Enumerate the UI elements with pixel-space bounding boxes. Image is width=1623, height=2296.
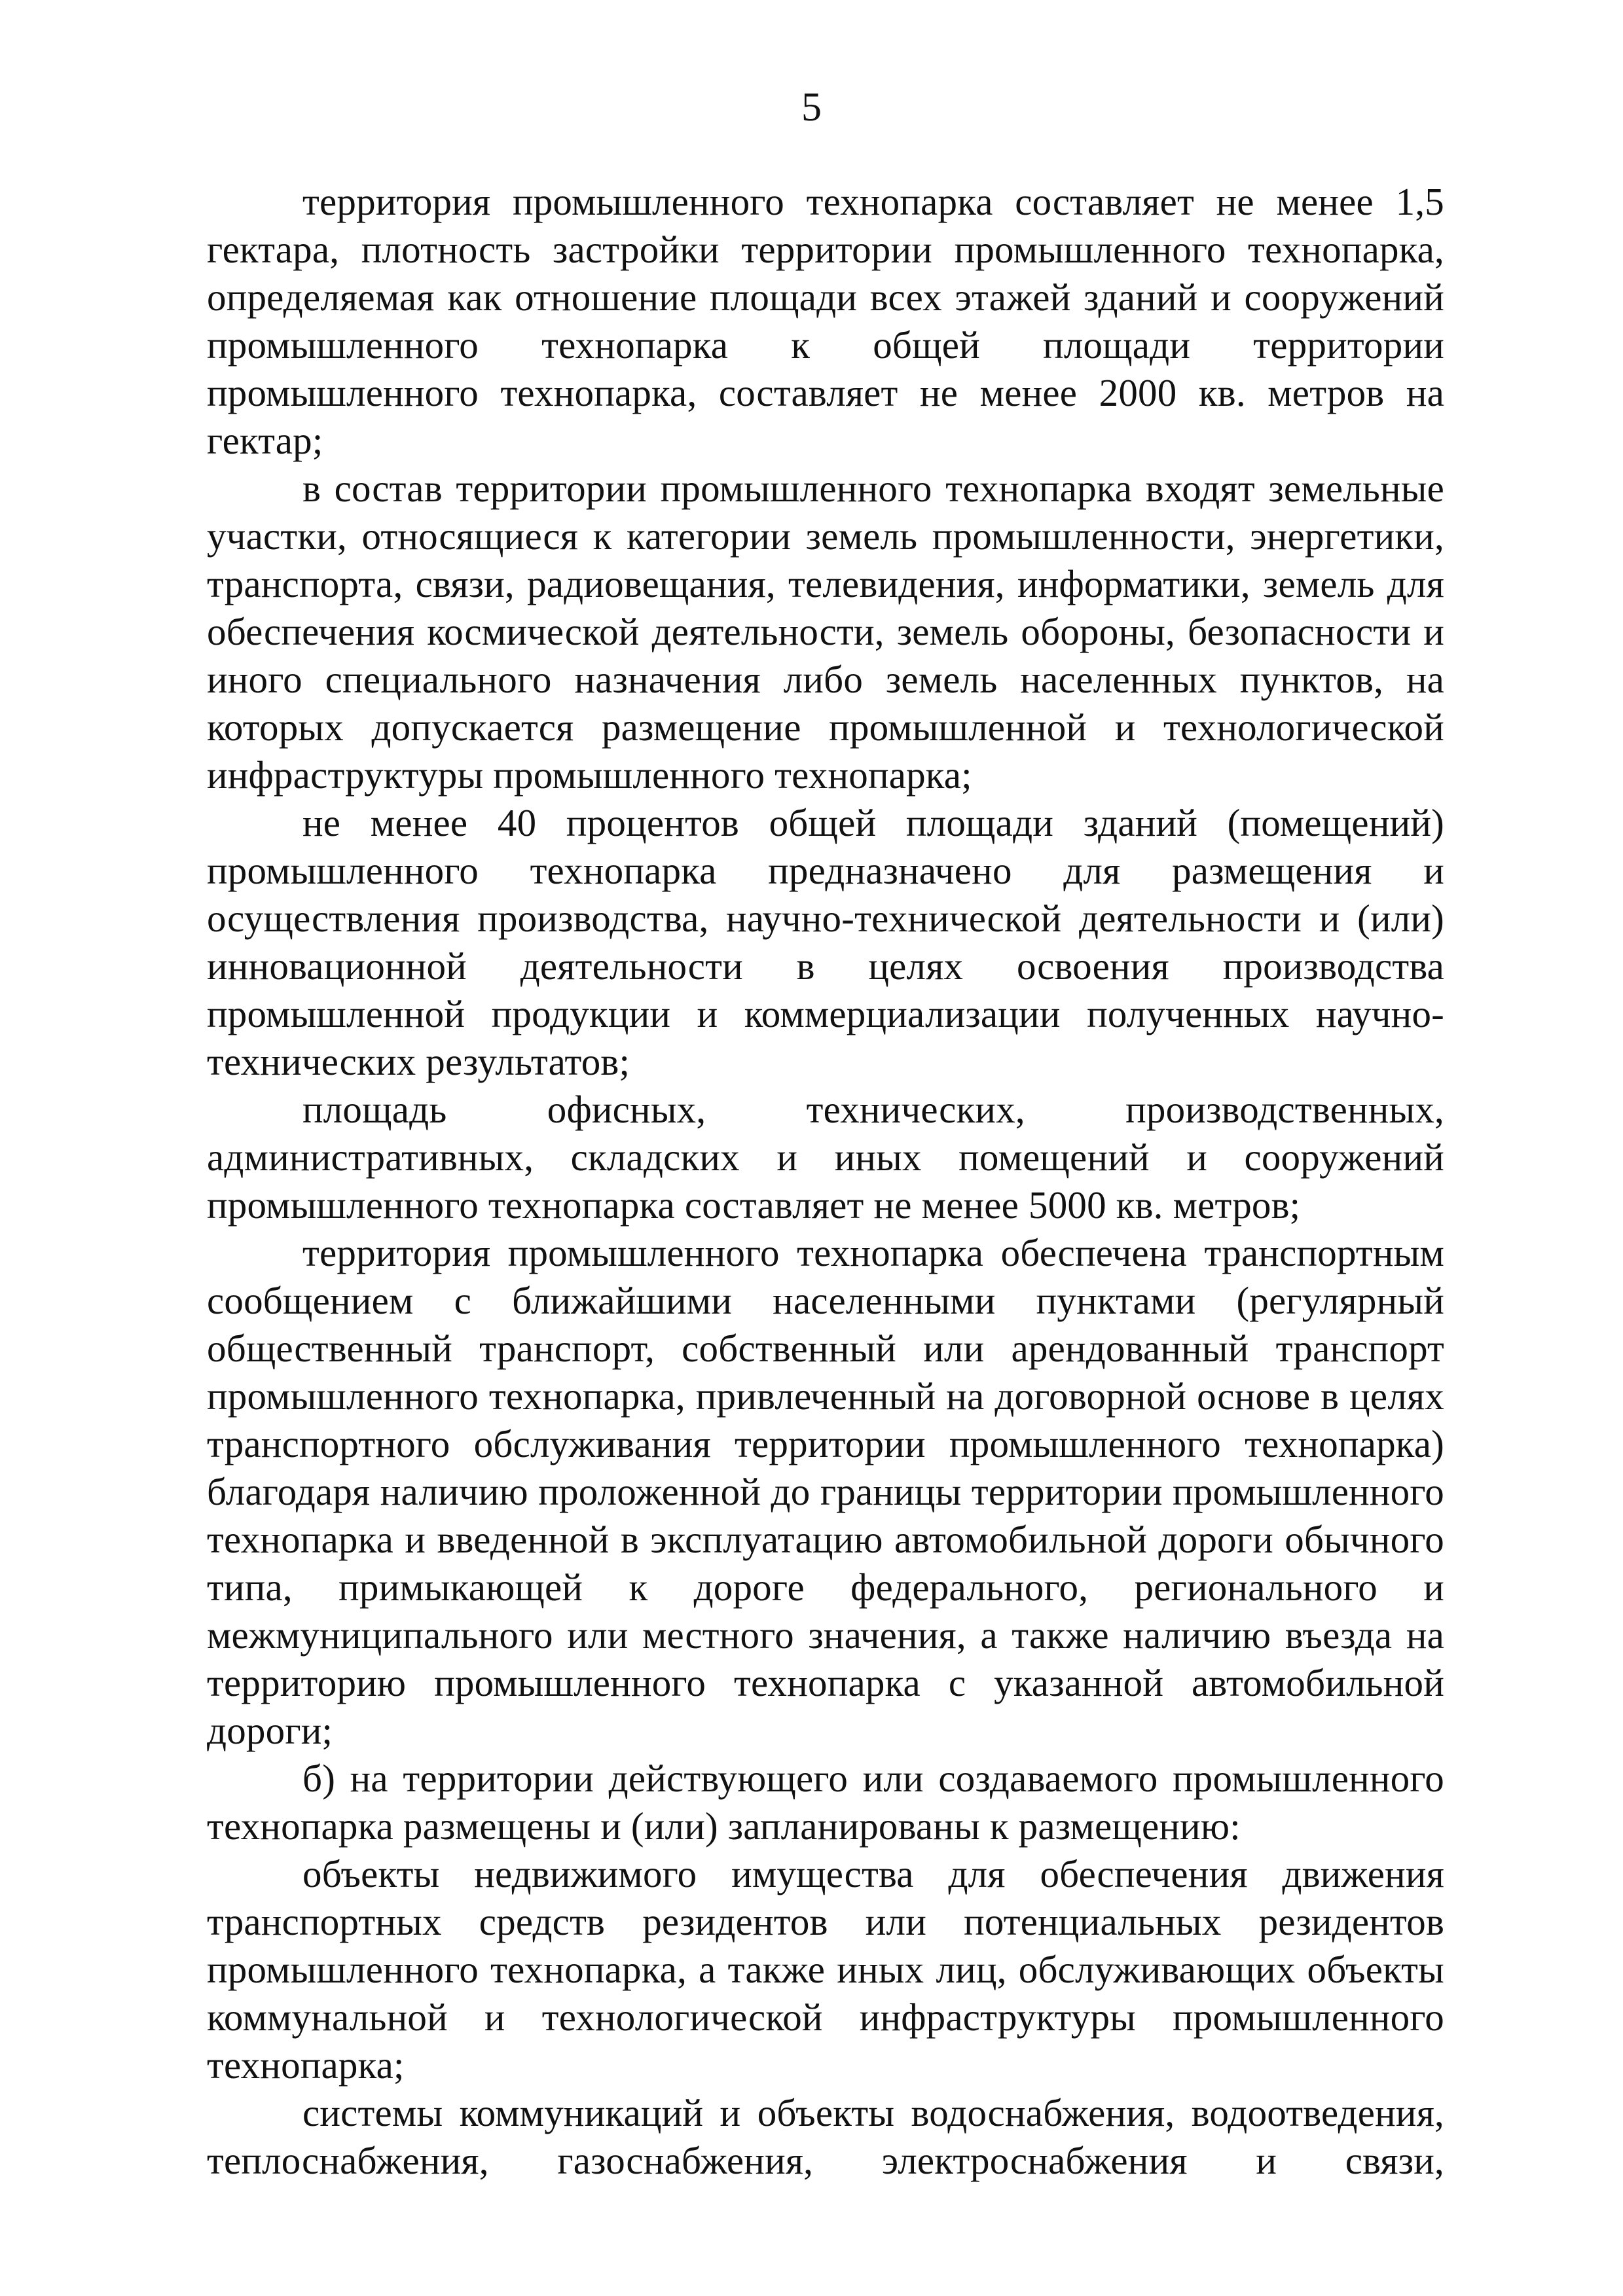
paragraph-land-categories: в состав территории промышленного технопарка входят земельные участки, относящиеся к категории земель промышленности, энергетики, транспорта, связи, радиовещания, телевидения, информатики, земель для обеспечения космической деятельности, земель обороны, безопасности и иного специального назначения либо земель населенных пунктов, на которых допускается размещение промышленной и технологической инфраструктуры промышленного технопарка; <box>207 467 1444 797</box>
paragraph-item-b: б) на территории действующего или создаваемого промышленного технопарка размещены и (или) запланированы к размещению: <box>207 1757 1444 1848</box>
paragraph-premises-area: площадь офисных, технических, производственных, административных, складских и иных помещений и сооружений промышленного технопарка составляет не менее 5000 кв. метров; <box>207 1088 1444 1227</box>
document-body <box>207 178 1444 2185</box>
paragraph-transport-access: территория промышленного технопарка обеспечена транспортным сообщением с ближайшими населенными пунктами (регулярный общественный транспорт, собственный или арендованный транспорт промышленного технопарка, привлеченный на договорной основе в целях транспортного обслуживания территории промышленного технопарка) благодаря наличию проложенной до границы территории промышленного технопарка и введенной в эксплуатацию автомобильной дороги обычного типа, примыкающей к дороге федерального, регионального и межмуниципального или местного значения, а также наличию въезда на территорию промышленного технопарка с указанной автомобильной дороги; <box>207 1231 1444 1752</box>
paragraph-utility-systems: системы коммуникаций и объекты водоснабжения, водоотведения, теплоснабжения, газоснабжения, электроснабжения и связи, <box>207 2091 1444 2182</box>
paragraph-real-estate-objects: объекты недвижимого имущества для обеспечения движения транспортных средств резидентов или потенциальных резидентов промышленного технопарка, а также иных лиц, обслуживающих объекты коммунальной и технологической инфраструктуры промышленного технопарка; <box>207 1852 1444 2087</box>
paragraph-territory-area: территория промышленного технопарка составляет не менее 1,5 гектара, плотность застройки территории промышленного технопарка, определяемая как отношение площади всех этажей зданий и сооружений промышленного технопарка к общей площади территории промышленного технопарка, составляет не менее 2000 кв. метров на гектар; <box>207 180 1444 462</box>
page-number: 5 <box>801 85 822 130</box>
paragraph-building-share: не менее 40 процентов общей площади зданий (помещений) промышленного технопарка предназначено для размещения и осуществления производства, научно-технической деятельности и (или) инновационной деятельности в целях освоения производства промышленной продукции и коммерциализации полученных научно-технических результатов; <box>207 801 1444 1083</box>
